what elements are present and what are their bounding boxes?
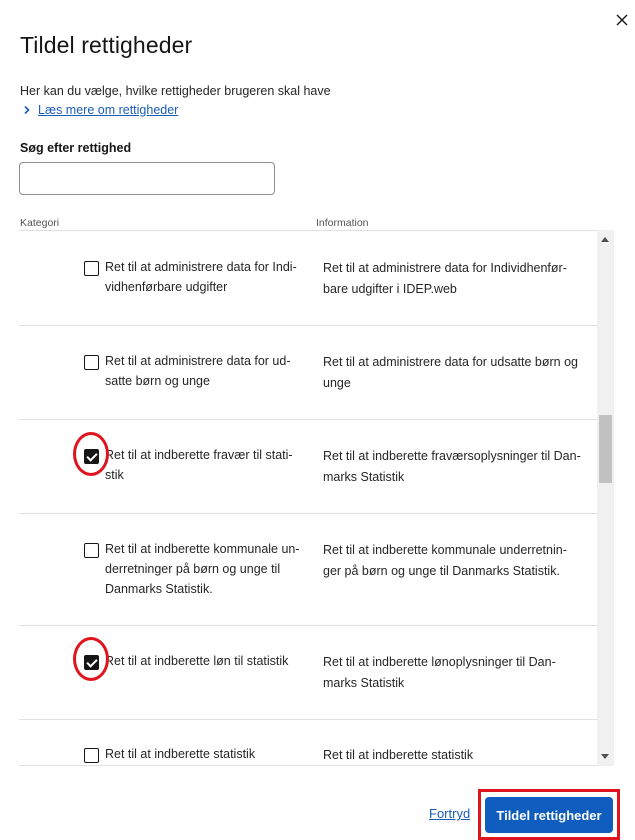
table-row: [19, 720, 599, 766]
table-row: [19, 231, 599, 326]
assign-rights-button[interactable]: Tildel rettigheder: [485, 797, 613, 833]
table-row: [19, 420, 599, 514]
scrollbar-thumb[interactable]: [599, 415, 612, 483]
table-row: [19, 326, 599, 420]
table-row: [19, 514, 599, 626]
read-more-link-container[interactable]: [22, 103, 178, 117]
right-category-label: [105, 351, 315, 391]
column-header-category: Kategori: [20, 217, 60, 229]
search-input[interactable]: [19, 162, 275, 195]
dialog-description: Her kan du vælge, hvilke rettigheder brugeren skal have: [20, 84, 331, 98]
chevron-right-icon: [22, 105, 32, 115]
category-line: derretninger på børn og unge til: [105, 562, 281, 576]
category-line: Ret til at indberette statistik: [105, 747, 256, 761]
information-line: Ret til at indberette fraværsoplysninger til Dan-: [323, 449, 581, 463]
right-checkbox[interactable]: [84, 355, 99, 370]
search-label: Søg efter rettighed: [20, 141, 132, 155]
cancel-link[interactable]: Fortryd: [429, 806, 471, 821]
column-header-information: Information: [316, 217, 369, 229]
highlight-circle-fravaer: [73, 432, 109, 476]
category-line: Ret til at administrere data for Indi-: [105, 260, 297, 274]
scroll-down-arrow-icon[interactable]: [601, 754, 609, 759]
right-information-text: [323, 652, 598, 694]
information-line: marks Statistik: [323, 470, 405, 484]
information-line: unge: [323, 376, 351, 390]
scroll-up-arrow-icon[interactable]: [601, 237, 609, 242]
category-line: Ret til at indberette fravær til stati-: [105, 448, 293, 462]
close-button[interactable]: [612, 10, 632, 30]
table-row: [19, 626, 599, 720]
right-checkbox[interactable]: [84, 261, 99, 276]
table-scrollbar[interactable]: [597, 230, 614, 766]
information-line: marks Statistik: [323, 676, 405, 690]
category-line: Danmarks Statistik.: [105, 582, 213, 596]
right-checkbox[interactable]: [84, 543, 99, 558]
category-line: satte børn og unge: [105, 374, 210, 388]
dialog-title: Tildel rettigheder: [20, 32, 193, 58]
information-line: Ret til at indberette kommunale underretnin-: [323, 543, 567, 557]
information-line: Ret til at administrere data for Individhenfør-: [323, 261, 567, 275]
right-information-text: [323, 446, 598, 488]
right-information-text: [323, 745, 598, 766]
right-category-label: [105, 651, 315, 671]
right-information-text: [323, 258, 598, 300]
information-line: Ret til at administrere data for udsatte børn og: [323, 355, 578, 369]
information-line: Ret til at indberette statistik: [323, 748, 474, 762]
information-line: ger på børn og unge til Danmarks Statistik.: [323, 564, 560, 578]
right-category-label: [105, 744, 315, 764]
right-information-text: [323, 540, 598, 582]
right-checkbox[interactable]: [84, 748, 99, 763]
information-line: bare udgifter i IDEP.web: [323, 282, 457, 296]
information-line: Ret til at indberette lønoplysninger til Dan-: [323, 655, 556, 669]
right-category-label: [105, 445, 315, 485]
rights-table: [19, 230, 614, 766]
right-category-label: [105, 539, 315, 599]
right-information-text: [323, 352, 598, 394]
right-category-label: [105, 257, 315, 297]
category-line: vidhenførbare udgifter: [105, 280, 228, 294]
category-line: Ret til at indberette kommunale un-: [105, 542, 300, 556]
category-line: Ret til at indberette løn til statistik: [105, 654, 289, 668]
category-line: Ret til at administrere data for ud-: [105, 354, 291, 368]
category-line: stik: [105, 468, 124, 482]
highlight-circle-loen: [73, 637, 109, 681]
read-more-link[interactable]: Læs mere om rettigheder: [38, 103, 179, 117]
close-icon: [612, 10, 632, 30]
